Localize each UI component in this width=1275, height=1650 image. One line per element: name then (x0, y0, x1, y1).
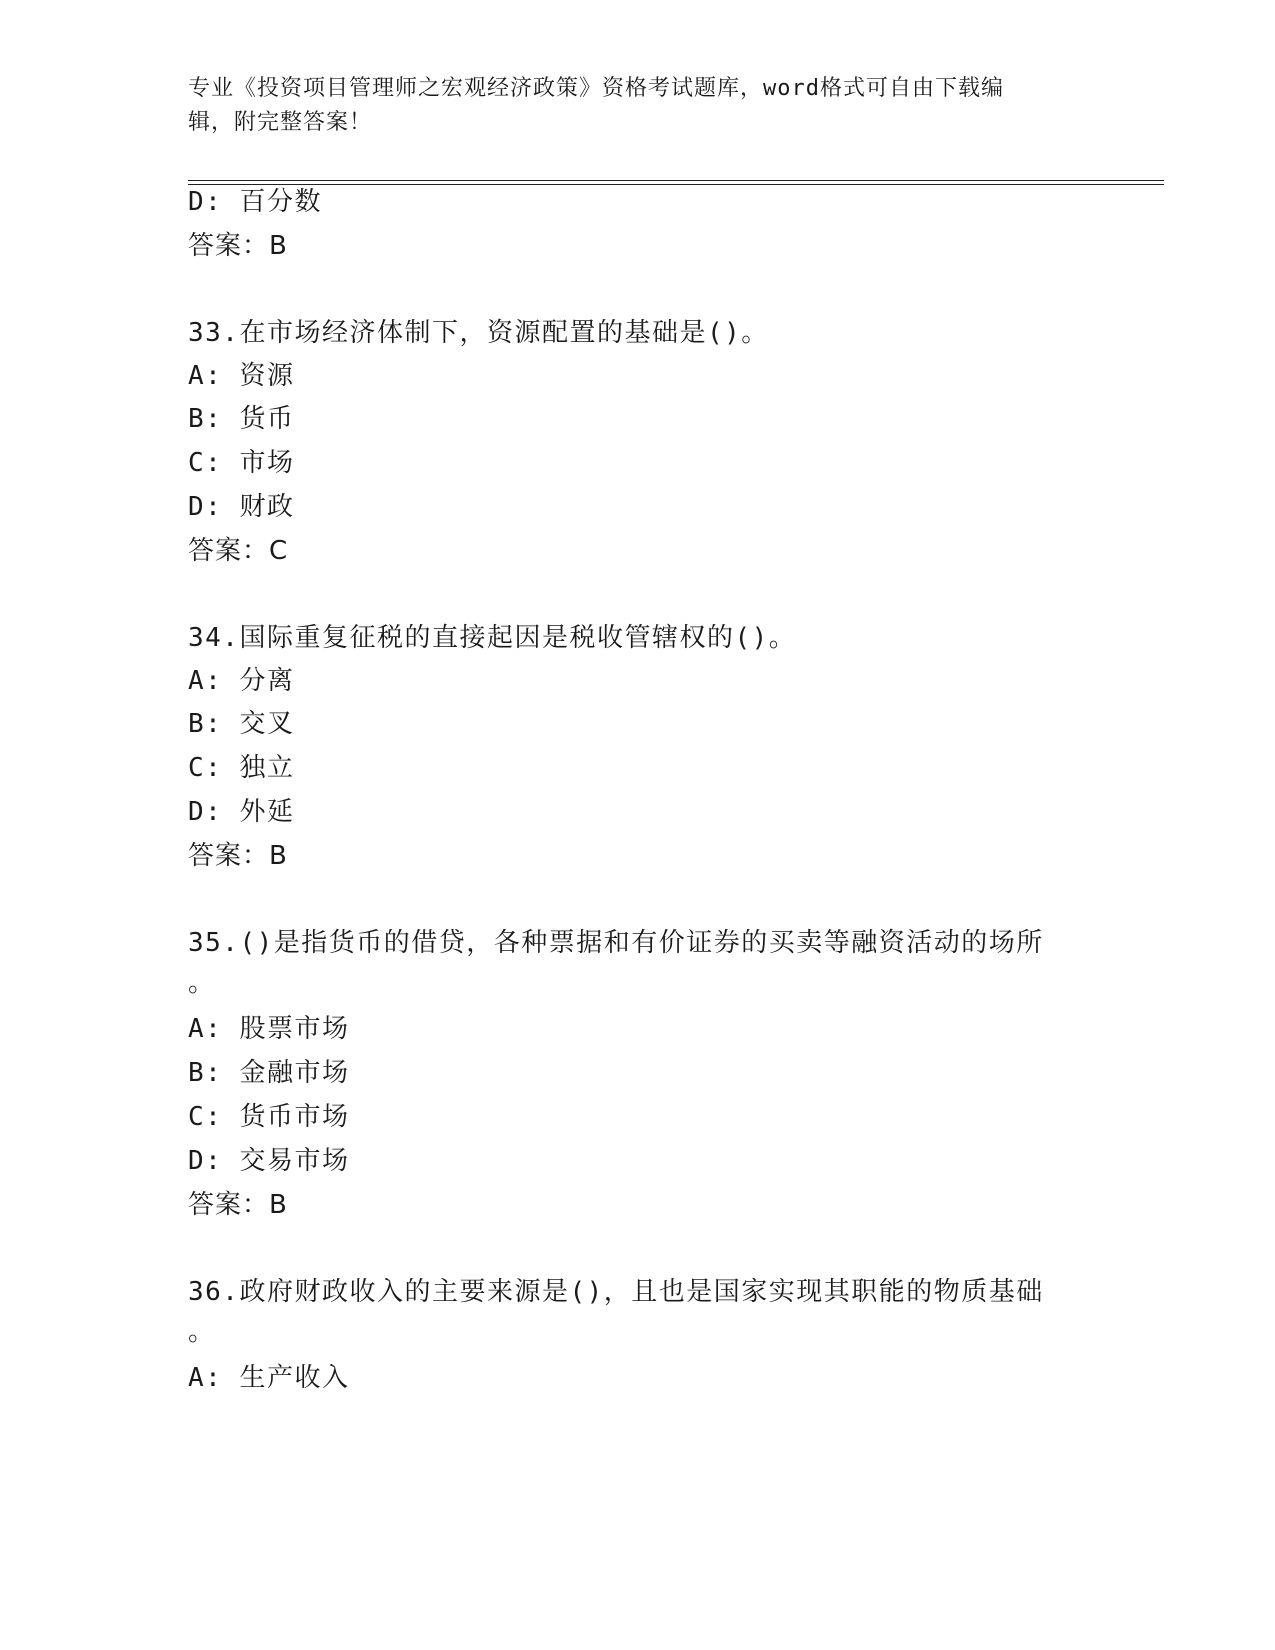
option-line: C: 市场 (188, 448, 295, 478)
option-line: A: 分离 (188, 666, 295, 696)
header-line-1: 专业《投资项目管理师之宏观经济政策》资格考试题库，word格式可自由下载编 (188, 76, 1004, 101)
option-line: A: 资源 (188, 361, 295, 391)
header-divider-top (188, 180, 1164, 181)
question-text: 34.国际重复征税的直接起因是税收管辖权的()。 (188, 623, 797, 653)
question-text: 35.()是指货币的借贷，各种票据和有价证券的买卖等融资活动的场所 (188, 928, 1044, 958)
option-line: D: 百分数 (188, 187, 322, 217)
answer-line: 答案：B (188, 1190, 288, 1220)
option-line: C: 独立 (188, 753, 295, 783)
question-continuation: 。 (188, 1317, 216, 1347)
option-line: B: 金融市场 (188, 1058, 350, 1088)
option-line: B: 货币 (188, 404, 295, 434)
option-line: D: 外延 (188, 797, 295, 827)
document-header (188, 72, 1068, 140)
question-text: 36.政府财政收入的主要来源是()，且也是国家实现其职能的物质基础 (188, 1277, 1044, 1307)
answer-line: 答案：B (188, 841, 288, 871)
answer-line: 答案：C (188, 536, 289, 566)
question-continuation: 。 (188, 968, 216, 998)
header-line-2: 辑，附完整答案！ (188, 110, 373, 135)
answer-line: 答案：B (188, 231, 288, 261)
option-line: D: 财政 (188, 492, 295, 522)
option-line: A: 生产收入 (188, 1363, 350, 1393)
option-line: B: 交叉 (188, 709, 295, 739)
option-line: A: 股票市场 (188, 1014, 350, 1044)
option-line: D: 交易市场 (188, 1146, 350, 1176)
option-line: C: 货币市场 (188, 1102, 350, 1132)
question-text: 33.在市场经济体制下，资源配置的基础是()。 (188, 318, 769, 348)
